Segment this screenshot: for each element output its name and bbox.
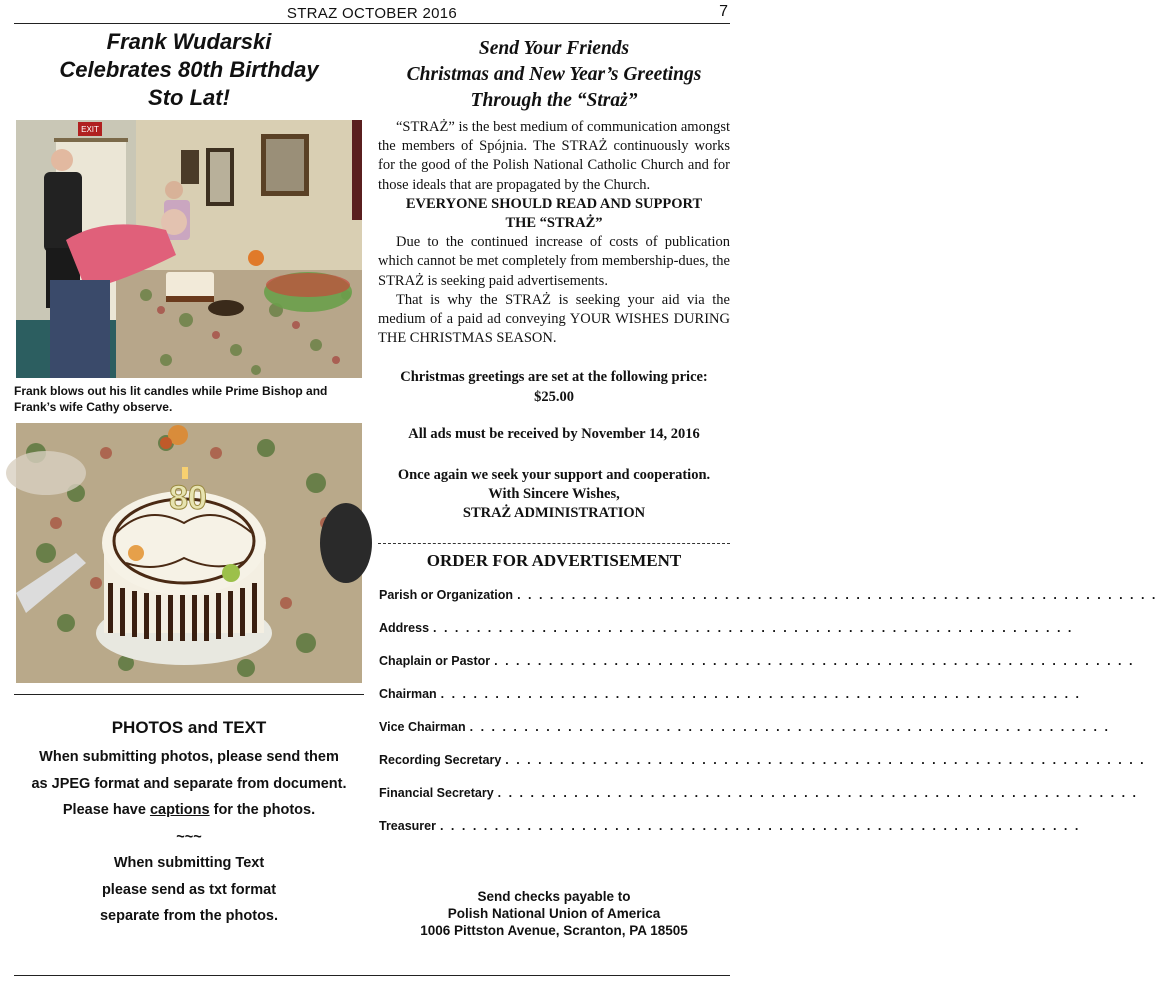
birthday-photo-cake [16,423,362,683]
ad-paragraph-3: That is why the STRAŻ is seeking your aid via the medium of a paid ad conveying YOUR WISHES DURING THE CHRISTMAS SEASON. [378,291,730,347]
ad-price-line: Christmas greetings are set at the following price: [400,369,708,386]
birthday-title-line-1: Frank Wudarski [106,29,272,54]
order-field-treasurer[interactable] [379,819,1081,852]
order-field-label: Vice Chairman [379,720,466,734]
ad-title-line-1: Send Your Friends [478,38,630,59]
order-field-label: Parish or Organization [379,588,514,602]
birthday-photo-candles [16,120,362,378]
photos-text-line-1: When submitting photos, please send them [39,749,339,765]
order-field-dots: . . . . . . . . . . . . . . . . . . . . . . . . . . . . . . . . . . . . . . . . . . . . . . . . . . . . . . . . . . . [439,819,1081,833]
photos-text-line-3-post: for the photos. [209,802,316,818]
ad-title-line-2: Christmas and New Year’s Greetings [406,64,702,85]
photos-text-line-4: When submitting Text [113,855,265,871]
birthday-title-line-3: Sto Lat! [148,85,230,110]
order-field-parish[interactable] [379,588,1157,621]
christmas-greetings-article [378,36,730,524]
order-field-dots: . . . . . . . . . . . . . . . . . . . . . . . . . . . . . . . . . . . . . . . . . . . . . . . . . . . . . . . . . . . [505,753,1146,767]
left-column-rule [14,694,364,695]
cake-candle-number: 80 [169,479,207,517]
order-form [379,588,1157,852]
payment-line-3: 1006 Pittston Avenue, Scranton, PA 18505 [420,923,688,938]
page-bottom-rule [14,975,730,976]
ad-support: Once again we seek your support and cooperation. [397,467,711,484]
photos-and-text-notice [14,716,364,930]
order-field-label: Treasurer [379,819,436,833]
photos-text-line-6: separate from the photos. [99,908,279,924]
captions-underlined: captions [149,802,210,818]
order-field-dots: . . . . . . . . . . . . . . . . . . . . . . . . . . . . . . . . . . . . . . . . . . . . . . . . . . . . . . . . . . . [494,654,1135,668]
exit-sign-text: EXIT [81,125,99,134]
order-field-vice-chairman[interactable] [379,720,1110,753]
ad-title-line-3: Through the “Straż” [470,90,638,111]
order-field-dots: . . . . . . . . . . . . . . . . . . . . . . . . . . . . . . . . . . . . . . . . . . . . . . . . . . . . . . . . . . . [433,621,1074,635]
ad-paragraph-2: Due to the continued increase of costs of publication which cannot be met completely from membership-dues, the STRAŻ is seeking paid advertisements. [378,234,730,289]
order-field-recording-secretary[interactable] [379,753,1146,786]
photo-caption-candles: Frank blows out his lit candles while Prime Bishop and Frank’s wife Cathy observe. [14,384,328,414]
order-field-label: Chairman [379,687,437,701]
ad-wishes: With Sincere Wishes, [488,486,620,503]
ad-everyone-support: EVERYONE SHOULD READ AND SUPPORT THE “STRAŻ” [405,195,703,232]
order-field-dots: . . . . . . . . . . . . . . . . . . . . . . . . . . . . . . . . . . . . . . . . . . . . . . . . . . . . . . . . . . . [517,588,1157,602]
order-field-address[interactable] [379,621,1074,654]
order-field-label: Chaplain or Pastor [379,654,491,668]
page-number: 7 [719,3,728,20]
payment-line-2: Polish National Union of America [447,906,661,921]
photos-text-line-2: as JPEG format and separate from document. [31,775,347,792]
order-field-dots: . . . . . . . . . . . . . . . . . . . . . . . . . . . . . . . . . . . . . . . . . . . . . . . . . . . . . . . . . . . [469,720,1110,734]
order-field-chaplain[interactable] [379,654,1135,687]
order-title: ORDER FOR ADVERTISEMENT [426,551,682,570]
ad-administration: STRAŻ ADMINISTRATION [462,505,646,522]
ad-price: $25.00 [534,388,574,405]
order-dashed-divider [378,543,730,544]
order-field-label: Recording Secretary [379,753,502,767]
payment-line-1: Send checks payable to [477,889,631,904]
order-field-dots: . . . . . . . . . . . . . . . . . . . . . . . . . . . . . . . . . . . . . . . . . . . . . . . . . . . . . . . . . . . [440,687,1081,701]
photos-text-separator: ~~~ [176,828,202,845]
order-field-chairman[interactable] [379,687,1081,720]
newspaper-title: STRAZ OCTOBER 2016 [286,5,458,22]
birthday-title-line-2: Celebrates 80th Birthday [59,57,319,82]
photos-text-line-3-pre: Please have [62,802,150,818]
order-field-label: Address [379,621,430,635]
photos-text-line-5: please send as txt format [101,881,277,898]
order-field-dots: . . . . . . . . . . . . . . . . . . . . . . . . . . . . . . . . . . . . . . . . . . . . . . . . . . . . . . . . . . . [497,786,1138,800]
order-field-label: Financial Secretary [379,786,494,800]
birthday-article [14,28,364,112]
payment-instructions [378,888,730,939]
order-field-financial-secretary[interactable] [379,786,1138,819]
photos-text-line-3 [14,797,364,824]
page-header [14,4,730,24]
ad-deadline: All ads must be received by November 14, 2016 [408,425,700,442]
photos-text-heading: PHOTOS and TEXT [111,718,267,737]
ad-paragraph-1: “STRAŻ” is the best medium of communication amongst the members of Spójnia. The STRAŻ continuously works for the good of the Polish National Catholic Church and for those ideals that are propagated by the Church. [378,119,730,193]
